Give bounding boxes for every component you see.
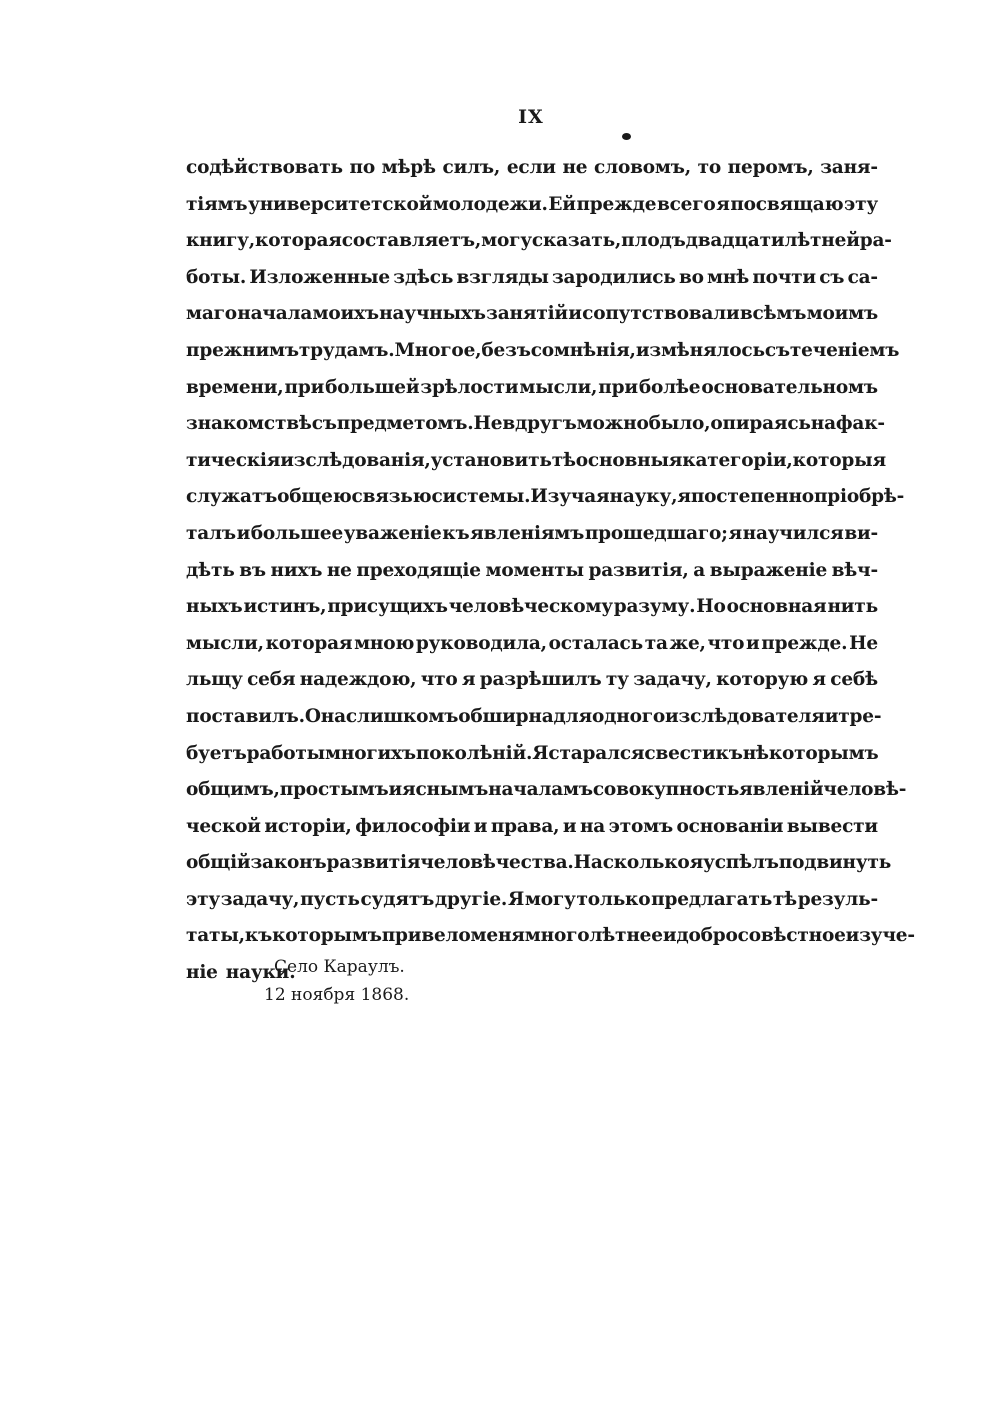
word: задачу, [220, 888, 300, 910]
word: моменты [485, 559, 584, 581]
word: при [284, 376, 325, 398]
text-line [186, 150, 878, 187]
text-line [186, 809, 878, 846]
word: Изучая [530, 486, 610, 508]
word: основательномъ [701, 376, 878, 398]
word: основныя [575, 449, 683, 471]
word: опираясь [710, 413, 811, 435]
word: же, [669, 632, 706, 654]
word: что [420, 669, 458, 691]
word: Не [473, 413, 503, 435]
word: пріобрѣ- [813, 486, 905, 508]
word: системы. [431, 486, 531, 508]
word: прежде [576, 193, 657, 215]
word: основная [726, 596, 827, 618]
word: фак- [835, 413, 885, 435]
word: молодежи. [432, 193, 548, 215]
word: одного [592, 705, 666, 727]
word: книгу, [186, 230, 256, 252]
word: а [693, 559, 706, 581]
word: руководила, [415, 632, 547, 654]
text-line [186, 882, 878, 919]
word: изуче- [845, 925, 915, 947]
word: Я [532, 742, 549, 764]
text-line [186, 370, 878, 407]
word: многолѣтнее [524, 925, 663, 947]
word: съ [764, 339, 790, 361]
word: вѣч- [831, 559, 878, 581]
word: ніе [186, 962, 218, 984]
word: нихъ [270, 559, 323, 581]
word: сказать, [531, 230, 622, 252]
word: мысли, [519, 376, 598, 398]
word: многихъ [325, 742, 416, 764]
word: съ [819, 266, 845, 288]
word: тре- [838, 705, 882, 727]
word: содѣйствовать [186, 157, 343, 178]
text-line [186, 662, 878, 699]
word: установить [430, 449, 552, 471]
word: привело [381, 925, 471, 947]
word: эту [186, 888, 220, 910]
word: этомъ [608, 815, 673, 837]
word: ра- [859, 230, 892, 252]
word: нѣкоторымъ [742, 742, 879, 764]
word: нить [827, 596, 878, 618]
word: я [677, 486, 691, 508]
word: изслѣдованія, [280, 449, 431, 471]
text-line [186, 845, 892, 882]
word: ви- [844, 522, 878, 544]
word: занятій [486, 303, 568, 325]
word: вывести [786, 815, 878, 837]
text-line [186, 553, 878, 590]
word: вдругъ [502, 413, 577, 435]
word: здѣсь [393, 266, 454, 288]
word: выраженіе [709, 559, 828, 581]
word: двадцатилѣтней [685, 230, 860, 252]
word: и [562, 815, 577, 837]
word: Но [696, 596, 726, 618]
text-line [186, 626, 878, 663]
word: и [746, 632, 760, 654]
word: и [473, 815, 488, 837]
word: почти [752, 266, 816, 288]
word: что [707, 632, 745, 654]
ink-speck [622, 133, 631, 140]
word: талъ [186, 522, 236, 544]
word: совокупность [592, 779, 740, 801]
word: развитія, [588, 559, 689, 581]
word: мною [354, 632, 415, 654]
text-line [186, 187, 878, 224]
word: которую [716, 669, 809, 691]
word: зародились [551, 266, 676, 288]
word: другіе. [434, 888, 508, 910]
word: добросовѣстное [676, 925, 846, 947]
word: изслѣдователя [665, 705, 825, 727]
word: начала [237, 303, 313, 325]
word: могу [524, 888, 576, 910]
word: буетъ [186, 742, 247, 764]
text-line [186, 589, 878, 626]
text-line [186, 516, 878, 553]
word: трудамъ. [298, 339, 395, 361]
word: началамъ [488, 779, 593, 801]
word: уваженіе [343, 522, 442, 544]
word: преходящіе [356, 559, 481, 581]
word: къ [715, 742, 743, 764]
word: научныхъ [379, 303, 486, 325]
word: и [388, 779, 403, 801]
word: мѣрѣ [381, 157, 436, 178]
word: развитія [326, 852, 421, 874]
word: разуму. [613, 596, 696, 618]
word: зрѣлости [420, 376, 519, 398]
word: по [349, 157, 375, 178]
word: свести [644, 742, 716, 764]
word: которыя [792, 449, 886, 471]
page-number: IX [518, 106, 544, 128]
word: общею [277, 486, 352, 508]
word: меня [470, 925, 525, 947]
signature-block [264, 953, 524, 1009]
word: мнѣ [707, 266, 750, 288]
word: исторіи, [264, 815, 352, 837]
word: не [562, 157, 588, 178]
word: и [236, 522, 251, 544]
word: времени, [186, 376, 284, 398]
word: къ [244, 925, 273, 947]
word: ту [605, 669, 629, 691]
word: большей [325, 376, 420, 398]
word: которая [265, 632, 353, 654]
word: человѣ- [823, 779, 907, 801]
text-line [186, 296, 878, 333]
word: которая [255, 230, 342, 252]
word: на [810, 413, 836, 435]
word: осталась [548, 632, 643, 654]
word: философіи [355, 815, 471, 837]
word: ческой [186, 815, 261, 837]
word: и [662, 925, 677, 947]
word: Насколько [573, 852, 690, 874]
word: Я [507, 888, 525, 910]
word: во [678, 266, 704, 288]
word: слишкомъ [345, 705, 459, 727]
word: поставилъ. [186, 705, 305, 727]
word: моихъ [312, 303, 379, 325]
word: при [598, 376, 638, 398]
word: работы [246, 742, 326, 764]
word: таты, [186, 925, 245, 947]
word: науки. [225, 962, 296, 984]
word: посвящаю [730, 193, 844, 215]
word: было, [648, 413, 711, 435]
word: судятъ [360, 888, 435, 910]
word: науку, [609, 486, 678, 508]
word: Ей [548, 193, 576, 215]
word: резуль- [797, 888, 878, 910]
word: задачу, [633, 669, 712, 691]
text-line [186, 772, 907, 809]
word: тѣ [772, 888, 797, 910]
word: я [812, 669, 826, 691]
word: тическія [186, 449, 281, 471]
word: обширна [458, 705, 554, 727]
word: Изложенные [249, 266, 390, 288]
text-line [186, 918, 915, 955]
text-line [186, 699, 882, 736]
word: можно [576, 413, 649, 435]
word: явленіямъ [470, 522, 585, 544]
word: поколѣній. [415, 742, 533, 764]
word: силъ, [442, 157, 501, 178]
word: прошедшаго; [584, 522, 728, 544]
word: которымъ [272, 925, 382, 947]
word: общій [186, 852, 251, 874]
word: моимъ [806, 303, 878, 325]
word: всѣмъ [739, 303, 807, 325]
word: боты. [186, 266, 247, 288]
word: я [728, 522, 742, 544]
word: истинъ, [243, 596, 327, 618]
word: Не [849, 632, 878, 654]
text-line [186, 223, 892, 260]
word: составляетъ, [341, 230, 482, 252]
word: разрѣшилъ [479, 669, 602, 691]
word: служатъ [186, 486, 278, 508]
text-line [186, 260, 878, 297]
word: постепенно [690, 486, 814, 508]
word: льщу [186, 669, 243, 691]
word: ныхъ [186, 596, 243, 618]
word: надеждою, [299, 669, 417, 691]
word: предметомъ. [336, 413, 474, 435]
word: я [716, 193, 730, 215]
word: могу [481, 230, 532, 252]
text-line [186, 479, 905, 516]
word: мысли, [186, 632, 264, 654]
word: то [697, 157, 722, 178]
signature-place: Село Караулъ. [274, 957, 405, 977]
word: если [506, 157, 556, 178]
text-line [186, 406, 885, 443]
word: общимъ, [186, 779, 280, 801]
word: для [553, 705, 592, 727]
word: себѣ [830, 669, 878, 691]
word: сомнѣнія, [530, 339, 636, 361]
word: подвинуть [778, 852, 892, 874]
word: всего [656, 193, 716, 215]
word: и [568, 303, 582, 325]
text-line [186, 736, 878, 773]
word: эту [844, 193, 878, 215]
word: пусть [300, 888, 360, 910]
word: измѣнялось [635, 339, 765, 361]
word: человѣчества. [420, 852, 574, 874]
word: научился [742, 522, 844, 544]
word: и [824, 705, 839, 727]
word: взгляды [456, 266, 549, 288]
preface-body-text [186, 150, 915, 992]
word: присущихъ [327, 596, 448, 618]
word: прежде. [761, 632, 848, 654]
word: только [576, 888, 651, 910]
word: знакомствѣ [186, 413, 312, 435]
word: тіямъ [186, 193, 248, 215]
word: категоріи, [682, 449, 793, 471]
word: старался [548, 742, 645, 764]
signature-date: 12 ноября 1868. [264, 985, 410, 1005]
word: на [579, 815, 606, 837]
word: простымъ [279, 779, 389, 801]
word: Она [304, 705, 346, 727]
word: большее [250, 522, 344, 544]
word: права, [490, 815, 560, 837]
word: предлагать [651, 888, 773, 910]
word: съ [311, 413, 337, 435]
word: безъ [481, 339, 531, 361]
word: са- [847, 266, 878, 288]
word: къ [442, 522, 470, 544]
text-line [186, 333, 900, 370]
word: себя [247, 669, 296, 691]
word: я [689, 852, 704, 874]
word: успѣлъ [703, 852, 779, 874]
word: университетской [248, 193, 433, 215]
word: плодъ [621, 230, 686, 252]
word: тѣ [551, 449, 576, 471]
word: словомъ, [594, 157, 691, 178]
word: человѣческому [448, 596, 613, 618]
word: въ [239, 559, 266, 581]
word: связью [351, 486, 432, 508]
word: заня- [820, 157, 878, 178]
word: я [461, 669, 476, 691]
word: та [644, 632, 668, 654]
word: прежнимъ [186, 339, 299, 361]
word: основаніи [676, 815, 784, 837]
word: перомъ, [727, 157, 814, 178]
word: теченіемъ [789, 339, 900, 361]
word: маго [186, 303, 237, 325]
word: явленій [739, 779, 824, 801]
word: болѣе [638, 376, 701, 398]
word: не [326, 559, 352, 581]
word: Многое, [394, 339, 482, 361]
word: дѣть [186, 559, 235, 581]
word: сопутствовали [582, 303, 740, 325]
text-line [186, 443, 886, 480]
word: законъ [250, 852, 327, 874]
word: яснымъ [402, 779, 489, 801]
